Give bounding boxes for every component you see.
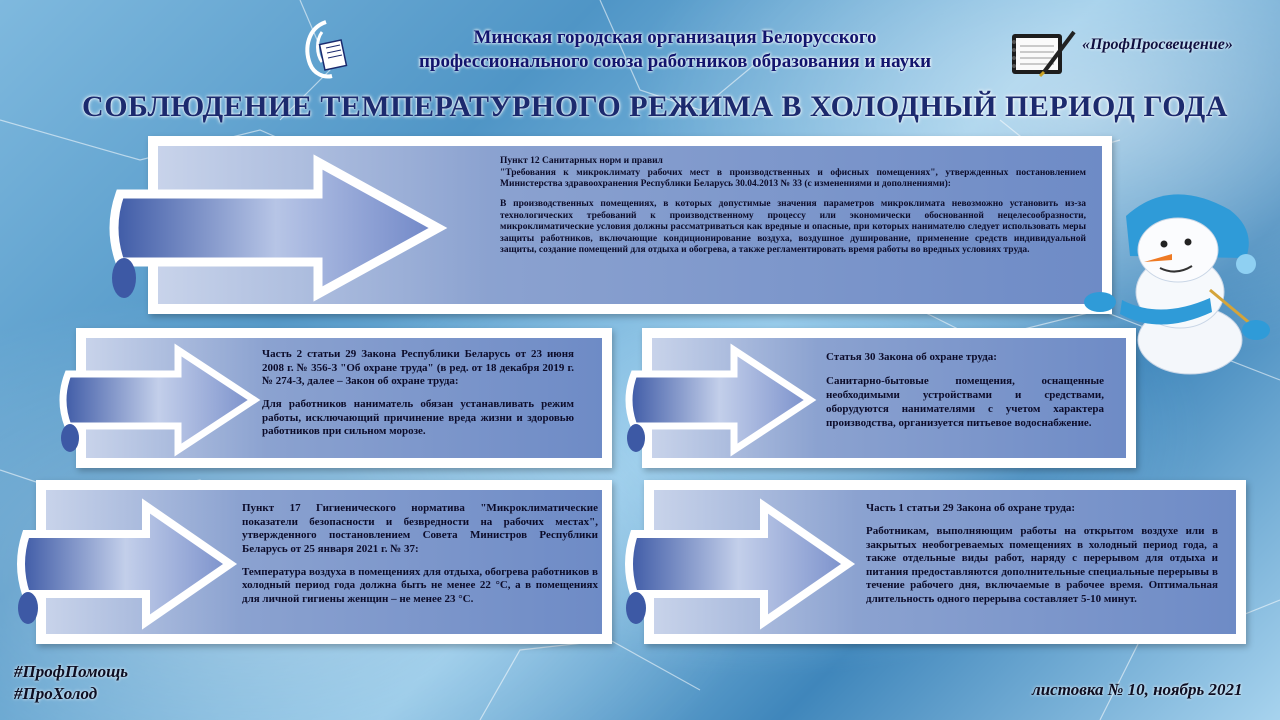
hashtag-prof-help: #ПрофПомощь [14, 662, 129, 681]
info-card-sanitary-norms [148, 136, 1112, 314]
organization-name [350, 26, 1000, 74]
card-body: Температура воздуха в помещениях для отдыха, обогрева работников в холодный период года должна быть не менее 22 °С, а в помещениях для личной гигиены женщин – не менее 23 °С. [242, 565, 598, 605]
info-card-hygienic-norm [36, 480, 612, 644]
card-body: В производственных помещениях, в которых допустимые значения параметров микроклимата невозможно установить из-за технологических требований к производственному процессу или экономически обоснованной нецелесообразности, микроклиматические условия должны рассматриваться как вредные и опасные, при которых нанимателю следует использовать меры защиты работников, включающие кондиционирование воздуха, воздушное душирование, применение средств индивидуальной защиты, создание помещений для отдыха и обогрева, а также регламентировать время работы во вредных условиях труда. [500, 199, 1086, 256]
card-text [242, 502, 598, 606]
card-heading: Часть 1 статьи 29 Закона об охране труда: [866, 502, 1076, 514]
card-heading: Статья 30 Закона об охране труда: [826, 351, 997, 363]
brand-name: «ПрофПросвещение» [1082, 36, 1233, 53]
arrow-icon [624, 494, 864, 634]
notebook-pen-icon [1004, 28, 1078, 78]
card-text [500, 156, 1086, 257]
card-body: Для работников наниматель обязан устанавливать режим работы, исключающий причинение вреда жизни и здоровью работников при сильном морозе. [262, 398, 574, 438]
card-heading: Пункт 12 Санитарных норм и правил [500, 156, 663, 166]
arrow-icon [58, 340, 268, 460]
page-title: СОБЛЮДЕНИЕ ТЕМПЕРАТУРНОГО РЕЖИМА В ХОЛОДНЫЙ ПЕРИОД ГОДА [82, 90, 1228, 123]
organization-line-1: Минская городская организация Белорусского [473, 27, 877, 48]
card-heading-detail: "Требования к микроклимату рабочих мест в производственных и офисных помещениях", утвержденных постановлением Министерства здравоохранения Республики Беларусь 30.04.2013 № 33 (с изменениями и дополнениями): [500, 167, 1086, 189]
card-text [262, 348, 574, 439]
organization-line-2: профессионального союза работников образования и науки [418, 51, 932, 72]
issue-label: листовка № 10, ноябрь 2021 [1032, 680, 1243, 699]
card-body: Санитарно-бытовые помещения, оснащенные необходимыми устройствами и средствами, оборудуются нанимателями с учетом характера производства, организуется питьевое водоснабжение. [826, 374, 1104, 429]
union-logo-icon [298, 18, 354, 82]
card-body: Работникам, выполняющим работы на открытом воздухе или в закрытых необогреваемых помещениях в холодный период года, а также отдельные виды работ, наряду с перерывом для отдыха и питания предоставляются дополнительные специальные перерывы в течение рабочего дня, включаемые в рабочее время. Оптимальная длительность одного перерыва составляет 5-10 минут. [866, 525, 1218, 605]
info-card-law-article-29-part-1 [644, 480, 1246, 644]
arrow-icon [16, 494, 246, 634]
info-card-law-article-29-part-2 [76, 328, 612, 468]
arrow-icon [624, 340, 824, 460]
card-heading: Пункт 17 Гигиенического норматива "Микроклиматические показатели безопасности и безвредности на рабочих местах", утвержденного постановлением Совета Министров Республики Беларусь от 25 января 2021 г. № 37: [242, 502, 598, 555]
card-heading: Часть 2 статьи 29 Закона Республики Беларусь от 23 июня 2008 г. № 356-З "Об охране труда" (в ред. от 18 декабря 2019 г. № 274-З, далее – Закон об охране труда: [262, 348, 574, 387]
arrow-icon [108, 150, 468, 310]
card-text [866, 502, 1218, 606]
hashtag-pro-cold: #ПроХолод [14, 684, 98, 703]
snowman-icon [1060, 180, 1280, 380]
